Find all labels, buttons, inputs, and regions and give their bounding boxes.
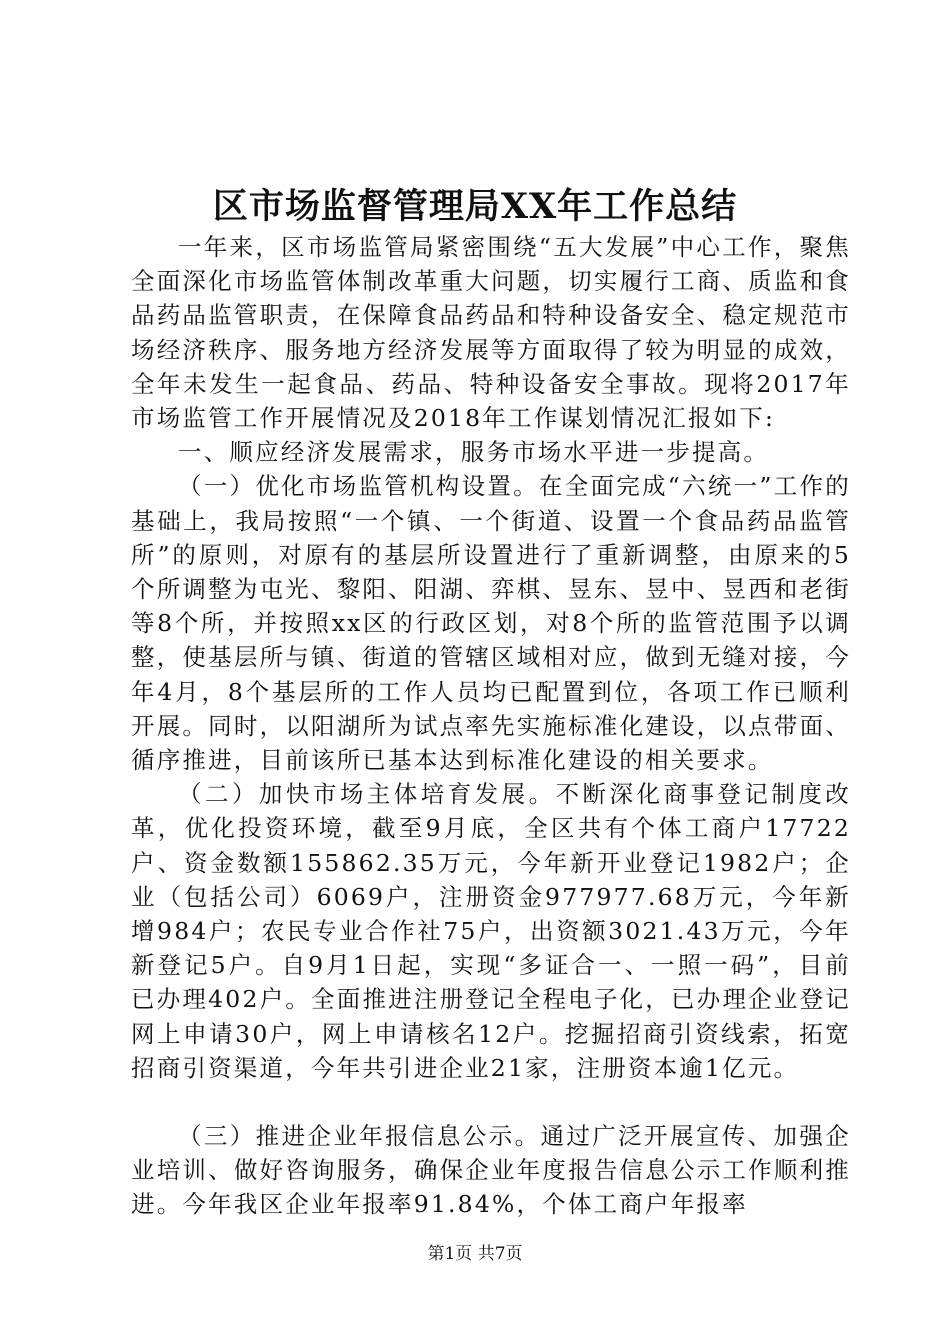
document-title: 区市场监督管理局XX年工作总结	[212, 186, 738, 227]
paragraph-section-1-1: （一）优化市场监管机构设置。在全面完成“六统一”工作的基础上，我局按照“一个镇、一个街道、设置一个食品药品监管所”的原则，对原有的基层所设置进行了重新调整，由原来的5个所调整为屯光、黎阳、阳湖、弈棋、昱东、昱中、昱西和老街等8个所，并按照xx区的行政区划，对8个所的监管范围予以调整，使基层所与镇、街道的管辖区域相对应，做到无缝对接，今年4月，8个基层所的工作人员均已配置到位，各项工作已顺利开展。同时，以阳湖所为试点率先实施标准化建设，以点带面、循序推进，目前该所已基本达到标准化建设的相关要求。	[131, 472, 851, 775]
paragraph-section-1-2: （二）加快市场主体培育发展。不断深化商事登记制度改革，优化投资环境，截至9月底，全区共有个体工商户17722户、资金数额155862.35万元，今年新开业登记1982户；企业（包括公司）6069户，注册资金977977.68万元，今年新增984户；农民专业合作社75户，出资额3021.43万元，今年新登记5户。自9月1日起，实现“多证合一、一照一码”，目前已办理402户。全面推进注册登记全程电子化，已办理企业登记网上申请30户，网上申请核名12户。挖掘招商引资线索，拓宽招商引资渠道，今年共引进企业21家，注册资本逾1亿元。	[131, 780, 851, 1082]
section-heading-1: 一、顺应经济发展需求，服务市场水平进一步提高。	[178, 438, 770, 467]
page-number: 第1页 共7页	[427, 1244, 523, 1264]
document-body	[131, 230, 851, 1222]
paragraph-intro: 一年来，区市场监管局紧密围绕“五大发展”中心工作，聚焦全面深化市场监管体制改革重大问题，切实履行工商、质监和食品药品监管职责，在保障食品药品和特种设备安全、稳定规范市场经济秩序、服务地方经济发展等方面取得了较为明显的成效，全年未发生一起食品、药品、特种设备安全事故。现将2017年市场监管工作开展情况及2018年工作谋划情况汇报如下:	[131, 233, 851, 433]
paragraph-section-1-3: （三）推进企业年报信息公示。通过广泛开展宣传、加强企业培训、做好咨询服务，确保企业年度报告信息公示工作顺利推进。今年我区企业年报率91.84%，个体工商户年报率	[131, 1122, 851, 1219]
